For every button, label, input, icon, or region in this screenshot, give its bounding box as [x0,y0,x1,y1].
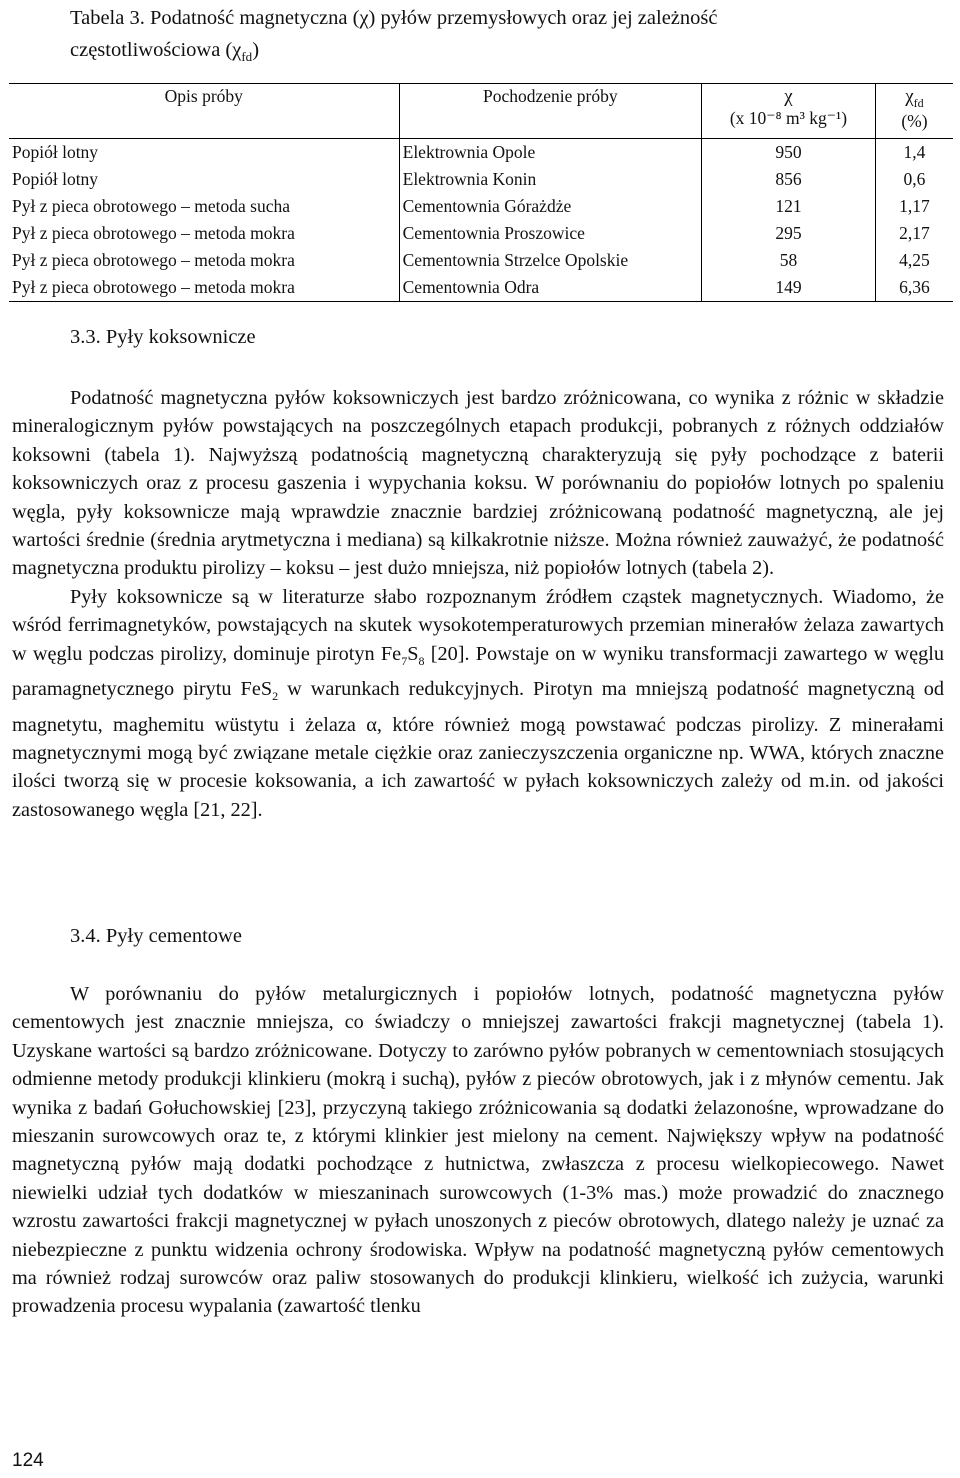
cell-chifd: 1,4 [875,139,953,167]
table-row [9,139,953,167]
cell-description: Pył z pieca obrotowego – metoda mokra [12,250,295,271]
cell-origin: Elektrownia Konin [399,166,701,193]
section-heading-3-4: 3.4. Pyły cementowe [70,925,242,947]
table-header-row [9,84,953,139]
header-chi [701,84,875,139]
cell-chi: 950 [701,139,875,167]
cell-origin: Cementownia Odra [399,274,701,302]
page-number: 124 [12,1450,44,1471]
cell-chi: 856 [701,166,875,193]
cell-origin: Cementownia Strzelce Opolskie [399,247,701,274]
cell-description: Pył z pieca obrotowego – metoda sucha [12,196,290,217]
cell-chifd: 6,36 [875,274,953,302]
table-row [9,274,953,302]
chifd-symbol: $\chi_{fd}$ [905,86,924,110]
cell-description: Popiół lotny [12,142,99,163]
cell-origin: Elektrownia Opole [399,139,701,167]
chi-unit: (x 10⁻⁸ m³ kg⁻¹) [729,107,848,128]
table-row [9,193,953,220]
paragraph: Pyły koksownicze są w literaturze słabo rozpoznanym źródłem cząstek magnetycznych. Wiadomo, że wśród ferrimagnetyków, powstających na skutek wysokotemperaturowych przemian minerałów żelaza zawartych w węglu podczas pirolizy, dominuje pirotyn $Fe_7S_8$ [20]. Powstaje on w wyniku transformacji zawartego w węglu paramagnetycznego pirytu FeS$_2$ w warunkach redukcyjnych. Pirotyn ma mniejszą podatność magnetyczną od magnetytu, maghemitu wüstytu i żelaza α, które również mogą powstawać podczas pirolizy. Z minerałami magnetycznymi mogą być związane metale ciężkie oraz zanieczyszczenia organiczne np. WWA, których znaczne ilości tworzą się w procesie koksowania, a ich zawartość w pyłach koksowniczych zależy od m.in. od jakości zastosowanego węgla [21, 22]. [12,585,944,821]
section-heading-3-3: 3.3. Pyły koksownicze [70,326,256,348]
cell-chi: 295 [701,220,875,247]
cell-origin: Cementownia Proszowice [399,220,701,247]
chifd-unit: (%) [901,110,928,131]
susceptibility-table [9,83,953,302]
section-3-4-body [12,980,944,1321]
cell-chi: 58 [701,247,875,274]
cell-description: Pył z pieca obrotowego – metoda mokra [9,274,399,302]
cell-description: Popiół lotny [12,169,99,190]
header-chifd [875,84,953,139]
cell-chi: 149 [701,274,875,302]
header-sample-origin: Pochodzenie próby [399,84,701,139]
cell-origin: Cementownia Górażdże [399,193,701,220]
caption-line-2: częstotliwościowa $(\chi_{fd})$ [70,39,260,65]
cell-chi: 121 [701,193,875,220]
paragraph: Podatność magnetyczna pyłów koksowniczych jest bardzo zróżnicowana, co wynika z różnic w składzie mineralogicznym pyłów powstających na poszczególnych etapach produkcji, pobranych z różnych oddziałów koksowni (tabela 1). Najwyższą podatnością magnetyczną charakteryzują się pyły pochodzące z baterii koksowniczych oraz z procesu gaszenia i wypychania koksu. W porównaniu do popiołów lotnych po spaleniu węgla, pyły koksownicze mają wprawdzie znacznie bardziej zróżnicowaną podatność magnetyczną, ale jej wartości średnie (średnia arytmetyczna i mediana) są kilkakrotnie niższe. Można również zauważyć, że podatność magnetyczna produktu pirolizy – koksu – jest dużo mniejsza, niż popiołów lotnych (tabela 2). [12,387,944,580]
cell-chifd: 0,6 [875,166,953,193]
section-3-3-body [12,384,944,824]
chi-symbol: χ [784,86,793,107]
table-caption [70,2,930,73]
cell-chifd: 1,17 [875,193,953,220]
caption-line-1: Tabela 3. Podatność magnetyczna (χ) pyłów przemysłowych oraz jej zależność [70,7,718,29]
table-row [9,166,953,193]
table-row [9,220,953,247]
cell-description: Pył z pieca obrotowego – metoda mokra [12,223,295,244]
header-sample-description: Opis próby [9,84,399,139]
table-row [9,247,953,274]
paragraph: W porównaniu do pyłów metalurgicznych i popiołów lotnych, podatność magnetyczna pyłów cementowych jest znacznie mniejsza, co świadczy o mniejszej zawartości frakcji magnetycznej (tabela 1). Uzyskane wartości są bardzo zróżnicowane. Dotyczy to zarówno pyłów pobranych w cementowniach stosujących odmienne metody produkcji klinkieru (mokrą i suchą), pyłów z pieców obrotowych, jak i z młynów cementu. Jak wynika z badań Gołuchowskiej [23], przyczyną takiego zróżnicowania są dodatki żelazonośne, wprowadzane do mieszanin surowcowych oraz te, z którymi klinkier jest mielony na cement. Największy wpływ na podatność magnetyczną pyłów mają dodatki pochodzące z hutnictwa, zwłaszcza z procesu wielkopiecowego. Nawet niewielki udział tych dodatków w mieszaninach surowcowych (1-3% mas.) może prowadzić do znacznego wzrostu zawartości frakcji magnetycznej w pyłach unoszonych z pieców obrotowych, dlatego należy je uznać za niebezpieczne z punktu widzenia ochrony środowiska. Wpływ na podatność magnetyczną pyłów cementowych ma również rodzaj surowców oraz paliw stosowanych do produkcji klinkieru, wielkość ich zużycia, warunki prowadzenia procesu wypalania (zawartość tlenku [12,983,944,1318]
cell-chifd: 4,25 [875,247,953,274]
cell-chifd: 2,17 [875,220,953,247]
